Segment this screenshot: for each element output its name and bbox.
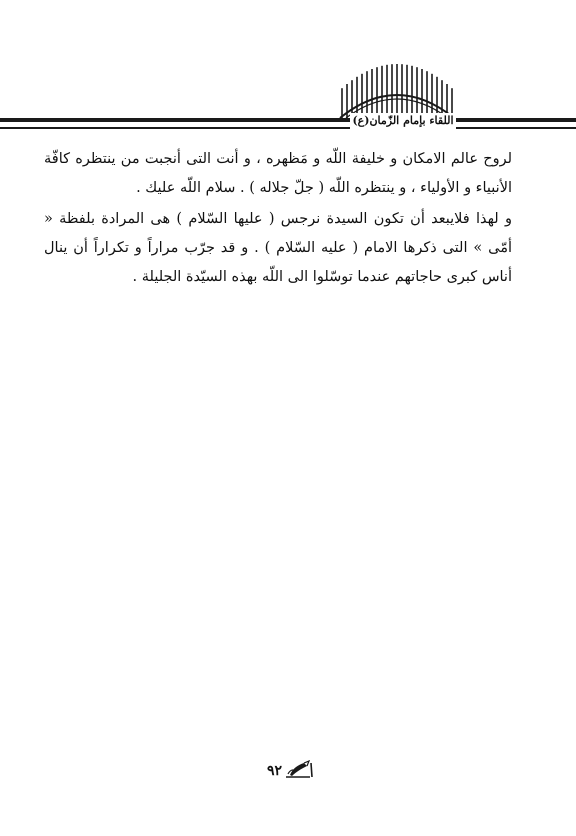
paragraph: لروح عالم الامكان و خليفة اللّه و مَظهره ، و أنت التى أنجبت من ينتظره كافّة الأنبياء و الأولياء ، و ينتظره اللّه ( جلّ جلاله ) . سلام اللّه عليك . <box>44 151 512 196</box>
header-rule-thick <box>0 118 576 122</box>
arch-of-pillars-icon <box>336 62 458 118</box>
header-rule-thin <box>0 127 576 129</box>
paragraph: و لهذا فلايبعد أن تكون السيدة نرجس ( عليها السّلام ) هى المرادة بلفظة « أمّى » التى ذكرها الامام ( عليه السّلام ) . و قد جرّب مراراً و تكراراً أن ينال أناس كبرى حاجاتهم عندما توسّلوا الى اللّه بهذه السيّدة الجليلة . <box>44 211 512 285</box>
pen-writing-icon <box>284 760 314 780</box>
body-text <box>44 145 512 292</box>
page-number: ٩٢ <box>266 763 282 779</box>
running-head: اللقاء بإمام الزّمان(ع) <box>350 113 456 129</box>
page-footer <box>246 758 316 784</box>
